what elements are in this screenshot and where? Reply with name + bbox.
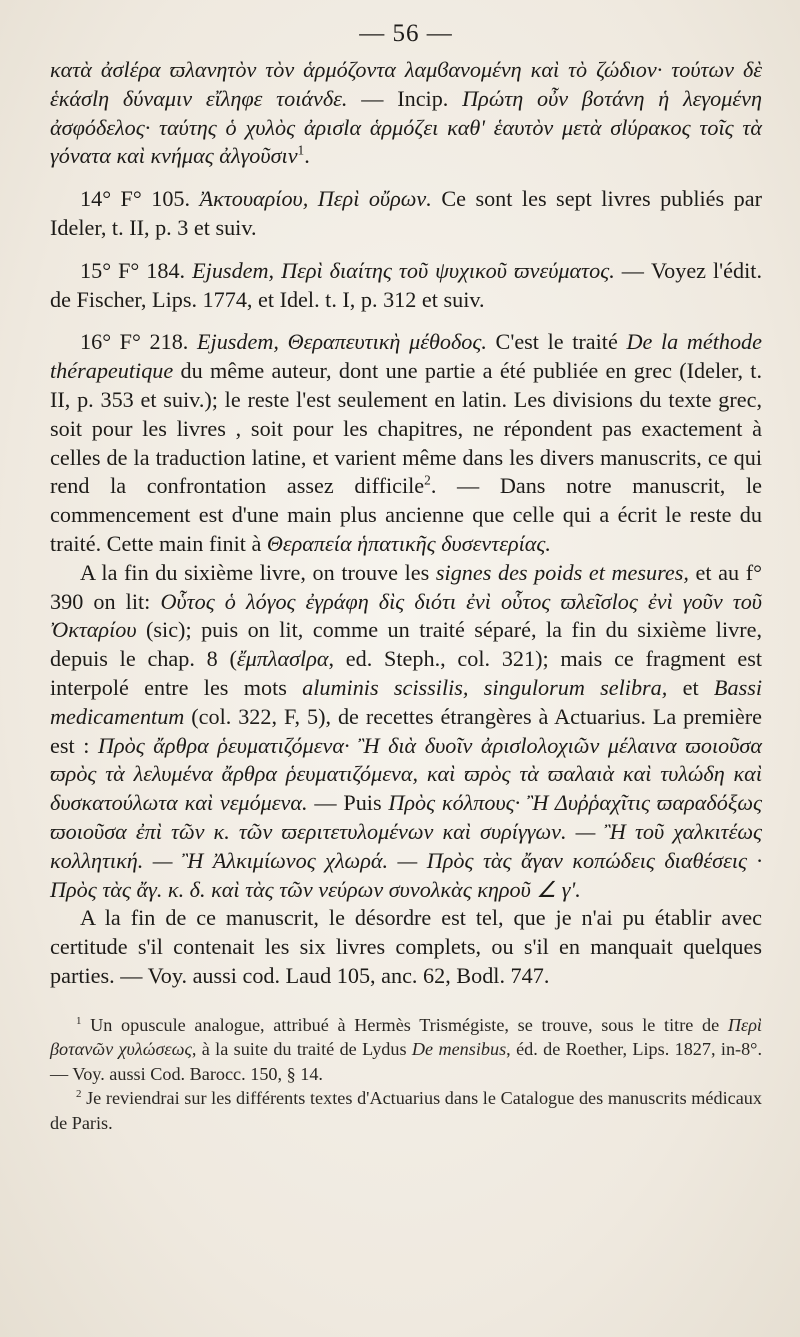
text-run: (col. 322, F, 5), de recettes étrangères à Actuarius. La première est :: [50, 703, 762, 758]
footnote-text: Je reviendrai sur les différents textes d'Actuarius dans le Catalogue des manuscrits médicaux de Paris.: [50, 1088, 762, 1133]
greek-title: Θεραπευτικὴ μέθοδος.: [287, 329, 487, 355]
text-run: , ed. Steph., col. 321); mais ce fragment est interpolé entre les mots: [50, 646, 762, 700]
text-run: et au f° 390 on lit:: [50, 559, 762, 614]
footnote-1: [50, 1013, 762, 1087]
entry-text: Ce sont les sept livres publiés par Ideler, t. II, p. 3 et suiv.: [50, 186, 762, 240]
paragraph-continuation: [50, 56, 762, 171]
text-run: et: [667, 674, 714, 700]
greek-text: Πρώτη οὖν βοτάνη ἡ λεγομένη ἀσφόδελος· ταύτης ὁ χυλὸς ἀρισlα ἁρμόζει καθ' ἑαυτὸν μετὰ σlύρακος τοῖς τὰ γόνατα καὶ κνήμας ἀλγοῦσιν: [50, 85, 762, 169]
entry-text: . — Dans notre manuscrit, le commencement est d'une main plus ancienne que celle qui a écrit le reste du traité. Cette main finit à: [50, 473, 762, 556]
footnote-ref: 1: [297, 143, 305, 158]
entry-text: du même auteur, dont une partie a été publiée en grec (Ideler, t. II, p. 353 et suiv.); le reste l'est seulement en latin. Les divisions du texte grec, soit pour les livres , soit pour les chapitres, ne répondent pas exactement à celles de la traduction latine, et varient même dans les divers manuscrits, ce qui rend la confrontation assez difficile: [50, 358, 762, 499]
greek-text: Πρὸς ἄρθρα ῥευματιζόμενα· Ἢ διὰ δυοῖν ἀρισlολοχιῶν μέλαινα ϖοιοῦσα ϖρὸς τὰ λελυμένα ἄρθρα ῥευματιζόμενα, καὶ ϖρὸς τὰ ϖαλαιὰ καὶ τυλώδη καὶ δυσκατούλωτα καὶ νεμόμενα.: [50, 732, 762, 816]
greek-text: Πρὸς κόλπους· Ἢ Δυῤῥαχῖτις ϖαραδόξως ϖοιοῦσα ἐπὶ τῶν κ. τῶν ϖεριτετυλομένων καὶ συρίγγων. — Ἢ τοῦ χαλκιτέως κολλητική. — Ἢ Ἀλκιμίωνος χλωρά. — Πρὸς τὰς ἄγαν κοπώδεις διαθέσεις · Πρὸς τὰς ἄγ. κ. δ. καὶ τὰς τῶν νεύρων συνολκὰς κηροῦ ∠ γ'.: [50, 790, 762, 902]
text-run: A la fin du sixième livre, on trouve les: [80, 559, 436, 585]
greek-text: Περὶ βοτανῶν χυλώσεως: [50, 1014, 762, 1060]
entry-14: [50, 185, 762, 243]
punctuation: .: [304, 143, 310, 169]
paragraph-end-manuscript: [50, 904, 762, 990]
entry-text: — Voyez l'édit. de Fischer, Lips. 1774, et Idel. t. I, p. 312 et suiv.: [50, 257, 763, 312]
entry-ref: 15° F° 184.: [80, 257, 193, 283]
latin-phrase: Bassi medicamentum: [50, 674, 763, 729]
footnote-ref: 2: [424, 472, 431, 488]
footnotes: [50, 1013, 762, 1136]
entry-ref: 16° F° 218.: [80, 329, 197, 355]
paragraph-sixth-book: [50, 559, 762, 905]
entry-text: C'est le traité: [486, 329, 627, 355]
greek-text: κατὰ ἀσlέρα ϖλανητὸν τὸν ἁρμόζοντα λαμϐανομένη καὶ τὸ ζώδιον· τούτων δὲ ἑκάσlη δύναμιν εἴληφε τοιάνδε.: [50, 57, 762, 111]
greek-text: Θεραπεία ἡπατικῆς δυσεντερίας.: [266, 530, 551, 556]
footnote-number: 1: [76, 1014, 82, 1027]
incip-label: — Incip.: [347, 85, 463, 111]
footnote-number: 2: [76, 1088, 82, 1101]
text-run: A la fin de ce manuscrit, le désordre est tel, que je n'ai pu établir avec certitude s'il contenait les six livres complets, ou s'il en manquait quelques parties. — Voy. aussi cod. Laud 105, anc. 62, Bodl. 747.: [50, 905, 762, 988]
work-title: De la méthode thérapeutique: [50, 329, 762, 384]
main-text: [50, 56, 762, 991]
footnote-2: [50, 1086, 762, 1135]
greek-title: Ἀκτουαρίου, Περὶ οὔρων.: [199, 186, 432, 212]
footnote-text: , éd. de Roether, Lips. 1827, in-8°. — Voy. aussi Cod. Barocc. 150, § 14.: [50, 1039, 763, 1084]
greek-text: Οὗτος ὁ λόγος ἐγράφη δὶς διότι ἐνὶ οὗτος ϖλεῖσlος ἐνὶ γοῦν τοῦ Ὀκταρίου: [50, 588, 762, 643]
signes-phrase: signes des poids et mesures,: [435, 559, 689, 585]
work-title: De mensibus: [411, 1039, 507, 1060]
greek-text: ἔμπλασlρα: [236, 646, 329, 672]
latin-phrase: aluminis scissilis, singulorum selibra,: [302, 674, 668, 700]
entry-15: [50, 257, 762, 315]
entry-ref: 14° F° 105.: [80, 186, 200, 212]
footnote-text: , à la suite du traité de Lydus: [191, 1039, 412, 1060]
greek-title: Περὶ διαίτης τοῦ ψυχικοῦ ϖνεύματος.: [274, 257, 615, 283]
ejusdem: Ejusdem,: [192, 257, 275, 283]
footnote-text: Un opuscule analogue, attribué à Hermès Trismégiste, se trouve, sous le titre de: [81, 1014, 728, 1035]
page-number: — 56 —: [359, 20, 453, 47]
ejusdem: Ejusdem,: [196, 329, 288, 355]
entry-16: [50, 328, 762, 558]
text-run: — Puis: [307, 790, 389, 816]
text-run: (sic); puis on lit, comme un traité séparé, la fin du sixième livre, depuis le chap. 8 (: [50, 617, 762, 672]
